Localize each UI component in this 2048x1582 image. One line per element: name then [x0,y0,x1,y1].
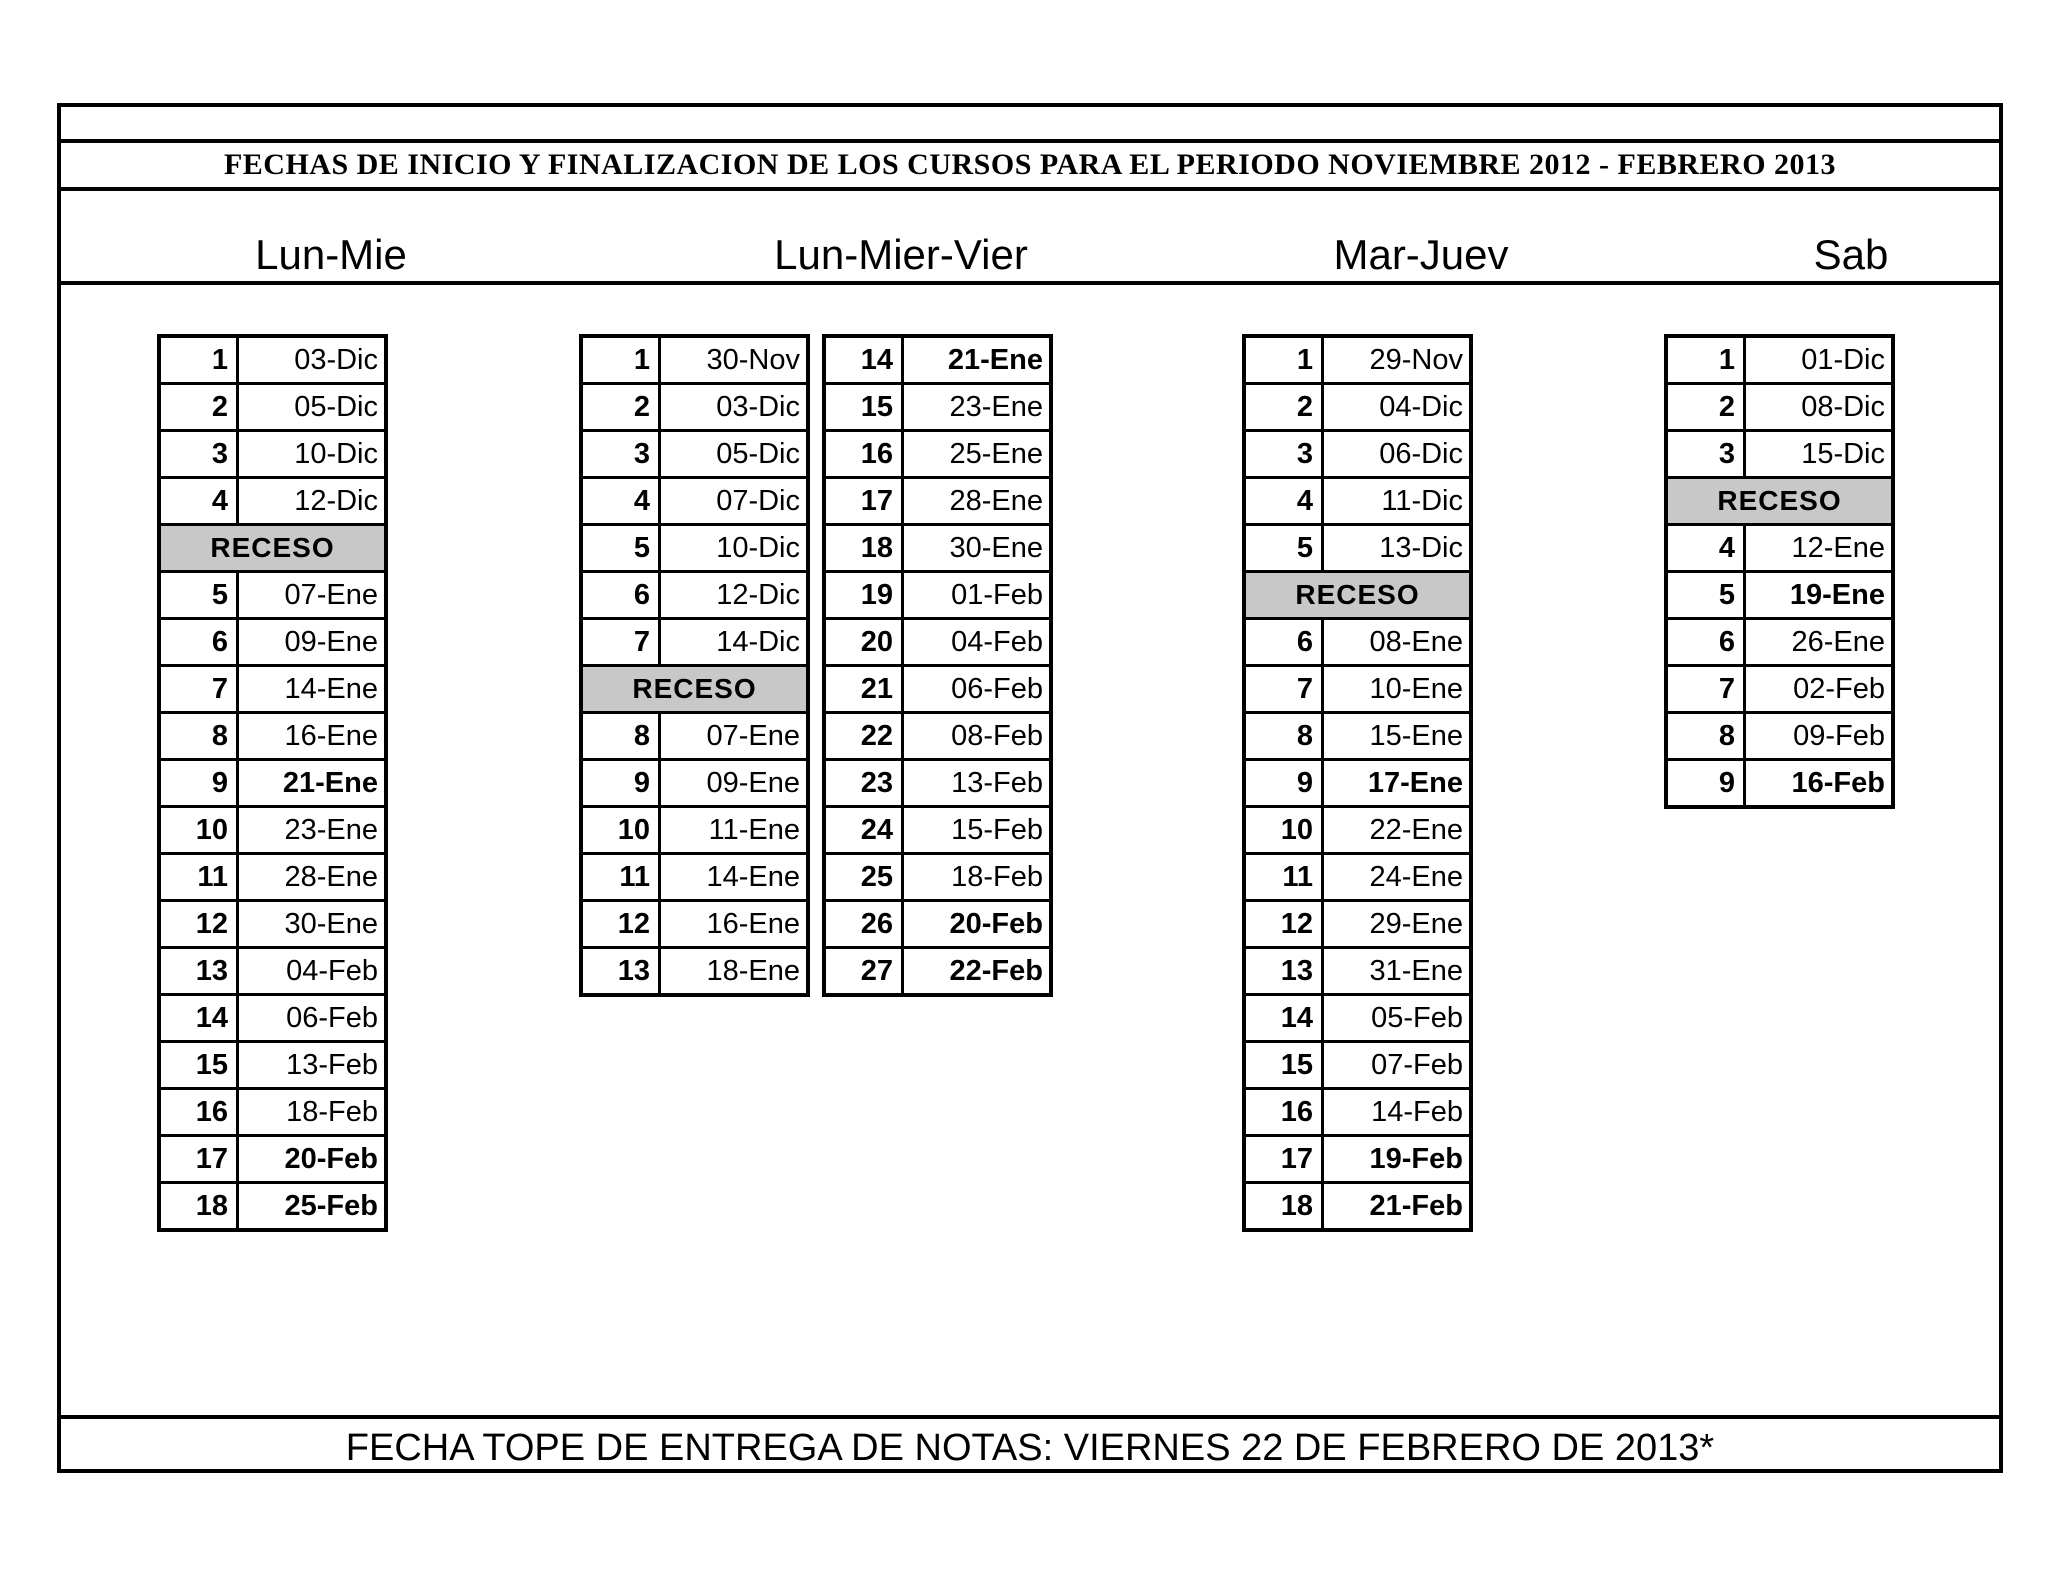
session-number: 2 [1244,384,1323,431]
session-number: 3 [159,431,238,478]
session-number: 15 [1244,1042,1323,1089]
session-date: 06-Dic [1323,431,1472,478]
session-number: 16 [159,1089,238,1136]
session-number: 17 [159,1136,238,1183]
session-date: 12-Ene [1745,525,1894,572]
session-date: 03-Dic [660,384,809,431]
divider [61,187,1999,191]
session-number: 10 [581,807,660,854]
session-date: 12-Dic [238,478,387,525]
table-row [1244,1136,1471,1183]
table-row [159,948,386,995]
table-row [1666,525,1893,572]
table-row [159,760,386,807]
session-date: 25-Ene [903,431,1052,478]
table-row [824,760,1051,807]
session-date: 07-Feb [1323,1042,1472,1089]
table-row [581,478,808,525]
table-row [1244,995,1471,1042]
session-number: 12 [159,901,238,948]
table-row [1244,478,1471,525]
session-date: 02-Feb [1745,666,1894,713]
session-date: 18-Ene [706,954,800,987]
recess-label: RECESO [581,666,808,713]
session-number: 8 [1244,713,1323,760]
table-row [159,1136,386,1183]
session-date: 14-Ene [660,854,809,901]
session-number: 5 [1666,572,1745,619]
group-heading-sab: Sab [1813,231,1889,278]
session-date: 10-Dic [660,525,809,572]
divider [61,139,1999,143]
session-number: 1 [1244,336,1323,384]
table-row [1666,431,1893,478]
table-row [1244,807,1471,854]
session-number: 17 [1244,1136,1323,1183]
session-date: 15-Ene [1323,713,1472,760]
session-number: 1 [159,336,238,384]
table-row [824,901,1051,948]
table-row [581,901,808,948]
table-row [159,1183,386,1231]
session-number: 20 [824,619,903,666]
session-number: 6 [1244,619,1323,666]
table-row [1244,384,1471,431]
schedule-table-lun-mier-vier-part2 [822,334,1053,997]
session-date: 19-Feb [1323,1136,1472,1183]
table-row [1666,384,1893,431]
table-row [824,431,1051,478]
session-date: 20-Feb [903,901,1052,948]
table-row [159,713,386,760]
session-number: 14 [1244,995,1323,1042]
session-number: 8 [159,713,238,760]
table-row [824,525,1051,572]
session-date: 13-Feb [903,760,1052,807]
table-row [159,1042,386,1089]
session-date: 26-Ene [1745,619,1894,666]
session-date: 12-Dic [660,572,809,619]
session-number: 25 [824,854,903,901]
session-date: 22-Ene [1323,807,1472,854]
table-row [581,572,808,619]
table-row [1244,713,1471,760]
session-date: 05-Feb [1323,995,1472,1042]
divider [61,1415,1999,1419]
session-number: 15 [159,1042,238,1089]
table-row [581,619,808,666]
session-number: 6 [581,572,660,619]
table-row [581,336,808,384]
session-date: 16-Feb [1791,766,1885,799]
table-row [581,384,808,431]
table-row [1244,854,1471,901]
table-row [159,431,386,478]
session-number: 18 [159,1183,238,1231]
session-date: 24-Ene [1323,854,1472,901]
session-number: 12 [581,901,660,948]
group-heading-lun-mier-vier: Lun-Mier-Vier [774,231,1028,278]
table-row [1666,666,1893,713]
session-date: 30-Ene [903,525,1052,572]
page-title: FECHAS DE INICIO Y FINALIZACION DE LOS CURSOS PARA EL PERIODO NOVIEMBRE 2012 - FEBRERO 2013 [223,148,1837,181]
session-number: 9 [159,760,238,807]
table-row [824,948,1051,996]
table-row [824,384,1051,431]
session-date: 14-Feb [1323,1089,1472,1136]
session-date: 28-Ene [903,478,1052,525]
recess-row [159,525,386,572]
session-date: 04-Feb [903,619,1052,666]
session-date: 01-Feb [903,572,1052,619]
table-row [159,901,386,948]
session-date: 16-Ene [238,713,387,760]
session-date: 21-Feb [1369,1189,1463,1222]
table-row [159,384,386,431]
session-number: 18 [824,525,903,572]
session-date: 18-Feb [903,854,1052,901]
session-date: 08-Ene [1323,619,1472,666]
schedule-table-sab [1664,334,1895,809]
table-row [159,336,386,384]
table-row [824,807,1051,854]
table-row [159,1089,386,1136]
group-heading-mar-juev: Mar-Juev [1333,231,1509,278]
session-number: 11 [581,854,660,901]
session-date: 19-Ene [1745,572,1894,619]
table-row [581,760,808,807]
table-row [581,713,808,760]
session-number: 14 [159,995,238,1042]
table-row [581,807,808,854]
session-number: 8 [581,713,660,760]
footer-note: FECHA TOPE DE ENTREGA DE NOTAS: VIERNES 22 DE FEBRERO DE 2013* [345,1427,1715,1469]
session-number: 7 [581,619,660,666]
table-row [824,713,1051,760]
session-date: 13-Feb [238,1042,387,1089]
session-number: 7 [1244,666,1323,713]
session-date: 08-Feb [903,713,1052,760]
session-date: 15-Feb [903,807,1052,854]
session-date: 29-Ene [1323,901,1472,948]
session-date: 05-Dic [660,431,809,478]
table-row [159,807,386,854]
session-date: 28-Ene [238,854,387,901]
session-number: 4 [1244,478,1323,525]
session-date: 15-Dic [1745,431,1894,478]
session-number: 11 [159,854,238,901]
session-date: 21-Ene [238,760,387,807]
session-date: 01-Dic [1745,336,1894,384]
session-date: 07-Dic [660,478,809,525]
session-number: 1 [581,336,660,384]
session-number: 19 [824,572,903,619]
schedule-table-mar-juev [1242,334,1473,1232]
schedule-table-lun-mie [157,334,388,1232]
recess-row [1244,572,1471,619]
table-row [1244,336,1471,384]
session-number: 9 [581,760,660,807]
table-row [581,525,808,572]
session-number: 13 [1244,948,1323,995]
recess-label: RECESO [1244,572,1471,619]
session-number: 7 [159,666,238,713]
recess-row [1666,478,1893,525]
session-number: 26 [824,901,903,948]
session-number: 18 [1244,1183,1323,1231]
session-date: 25-Feb [284,1189,378,1222]
session-date: 14-Dic [660,619,809,666]
session-date: 18-Feb [238,1089,387,1136]
session-number: 1 [1666,336,1745,384]
table-row [159,619,386,666]
session-number: 23 [824,760,903,807]
session-number: 22 [824,713,903,760]
group-heading-lun-mie: Lun-Mie [255,231,407,278]
session-number: 5 [581,525,660,572]
table-row [159,995,386,1042]
session-number: 2 [1666,384,1745,431]
session-number: 17 [824,478,903,525]
session-date: 10-Dic [238,431,387,478]
table-row [581,948,808,996]
table-row [159,666,386,713]
table-row [824,666,1051,713]
table-row [159,572,386,619]
session-date: 20-Feb [238,1136,387,1183]
table-row [1244,1183,1471,1231]
session-number: 2 [159,384,238,431]
session-date: 06-Feb [238,995,387,1042]
table-row [1244,525,1471,572]
session-number: 5 [1244,525,1323,572]
session-number: 27 [824,948,903,996]
session-number: 3 [1244,431,1323,478]
table-row [1666,760,1893,808]
table-row [1244,431,1471,478]
table-row [1666,619,1893,666]
session-date: 06-Feb [903,666,1052,713]
session-number: 3 [1666,431,1745,478]
table-row [824,619,1051,666]
table-row [1244,1042,1471,1089]
session-date: 04-Dic [1323,384,1472,431]
session-number: 4 [159,478,238,525]
session-date: 22-Feb [949,954,1043,987]
session-date: 30-Nov [660,336,809,384]
table-row [824,572,1051,619]
session-number: 15 [824,384,903,431]
table-row [824,336,1051,384]
session-number: 10 [159,807,238,854]
table-row [824,854,1051,901]
table-row [824,478,1051,525]
session-number: 9 [1244,760,1323,807]
session-number: 9 [1666,760,1745,808]
table-row [581,854,808,901]
table-row [1244,948,1471,995]
table-row [1666,713,1893,760]
session-date: 17-Ene [1323,760,1472,807]
session-date: 09-Ene [238,619,387,666]
session-date: 13-Dic [1323,525,1472,572]
session-number: 4 [581,478,660,525]
session-number: 3 [581,431,660,478]
session-number: 21 [824,666,903,713]
session-number: 11 [1244,854,1323,901]
table-row [1666,336,1893,384]
session-number: 7 [1666,666,1745,713]
table-row [581,431,808,478]
recess-label: RECESO [159,525,386,572]
session-date: 16-Ene [660,901,809,948]
table-row [1244,760,1471,807]
session-date: 10-Ene [1323,666,1472,713]
session-number: 24 [824,807,903,854]
table-row [159,854,386,901]
session-number: 13 [581,948,660,996]
session-number: 2 [581,384,660,431]
session-date: 05-Dic [238,384,387,431]
session-date: 30-Ene [238,901,387,948]
table-row [1244,666,1471,713]
session-date: 21-Ene [903,336,1052,384]
table-row [1666,572,1893,619]
recess-row [581,666,808,713]
table-row [1244,619,1471,666]
session-date: 23-Ene [903,384,1052,431]
session-date: 09-Feb [1745,713,1894,760]
session-date: 23-Ene [238,807,387,854]
session-number: 8 [1666,713,1745,760]
session-date: 14-Ene [238,666,387,713]
table-row [1244,1089,1471,1136]
session-date: 04-Feb [238,948,387,995]
session-date: 29-Nov [1323,336,1472,384]
recess-label: RECESO [1666,478,1893,525]
session-number: 14 [824,336,903,384]
session-number: 6 [159,619,238,666]
table-row [159,478,386,525]
session-number: 5 [159,572,238,619]
session-number: 13 [159,948,238,995]
session-number: 16 [824,431,903,478]
session-date: 07-Ene [660,713,809,760]
session-date: 07-Ene [238,572,387,619]
session-number: 4 [1666,525,1745,572]
table-row [1244,901,1471,948]
session-date: 11-Ene [660,807,809,854]
divider [61,281,1999,285]
session-date: 11-Dic [1323,478,1472,525]
session-number: 12 [1244,901,1323,948]
session-number: 10 [1244,807,1323,854]
session-date: 03-Dic [238,336,387,384]
schedule-table-lun-mier-vier-part1 [579,334,810,997]
session-number: 16 [1244,1089,1323,1136]
session-date: 31-Ene [1323,948,1472,995]
session-date: 09-Ene [660,760,809,807]
session-date: 08-Dic [1745,384,1894,431]
session-number: 6 [1666,619,1745,666]
